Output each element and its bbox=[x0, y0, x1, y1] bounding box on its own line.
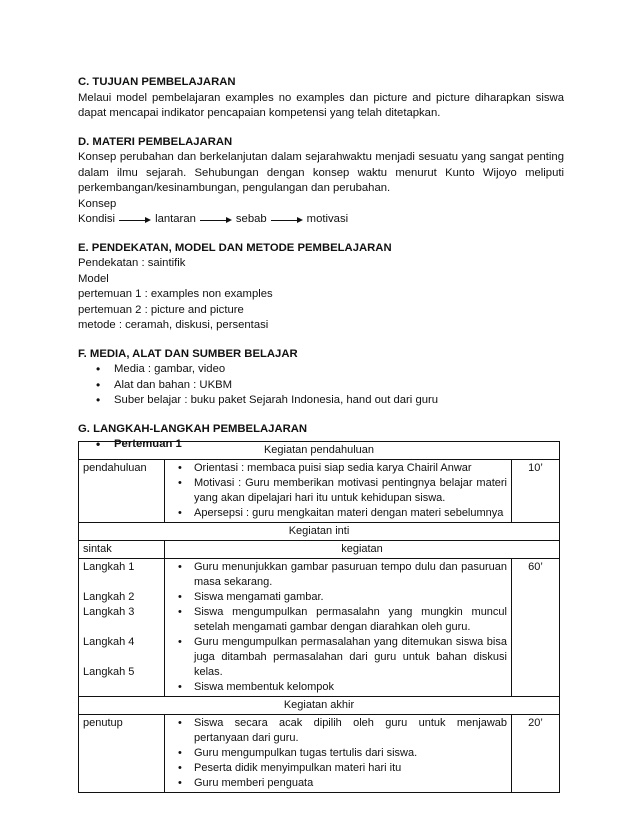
steps-column bbox=[79, 559, 165, 697]
inti-activities bbox=[165, 559, 512, 697]
list-item: • Guru memberi penguata bbox=[194, 776, 507, 791]
section-f bbox=[78, 347, 564, 409]
list-item: • Guru menunjukkan gambar pasuruan tempo dulu dan pasuruan masa sekarang. bbox=[194, 560, 507, 590]
meeting-item: • Pertemuan 1 bbox=[114, 437, 564, 453]
inti-time: 60’ bbox=[512, 559, 560, 697]
table-row bbox=[79, 460, 560, 523]
list-item: • Peserta didik menyimpulkan materi hari itu bbox=[194, 761, 507, 776]
pendahuluan-header: Kegiatan pendahuluan bbox=[79, 442, 560, 460]
pendahuluan-time: 10’ bbox=[512, 460, 560, 523]
flow-item-motivasi: motivasi bbox=[306, 213, 349, 225]
list-item: • Siswa secara acak dipilih oleh guru untuk menjawab pertanyaan dari guru. bbox=[194, 716, 507, 746]
step-label: Langkah 2 bbox=[83, 591, 135, 603]
akhir-activities bbox=[165, 715, 512, 793]
section-d-body: Konsep perubahan dan berkelanjutan dalam sejarahwaktu menjadi sesuatu yang sangat penting dalam ilmu sejarah. Sehubungan dengan konsep waktu menurut Kunto Wijoyo meliputi perkembangan/kesinambungan, pengulangan dan perubahan. bbox=[78, 151, 564, 194]
list-item: • Siswa mengamati gambar. bbox=[194, 590, 507, 605]
section-e-title: E. PENDEKATAN, MODEL DAN METODE PEMBELAJARAN bbox=[78, 241, 392, 254]
section-d-title: D. MATERI PEMBELAJARAN bbox=[78, 135, 233, 148]
media-list bbox=[78, 362, 564, 409]
section-e-line: metode : ceramah, diskusi, persentasi bbox=[78, 319, 269, 331]
kegiatan-header: kegiatan bbox=[165, 541, 560, 559]
akhir-header: Kegiatan akhir bbox=[79, 697, 560, 715]
list-item: • Siswa mengumpulkan permasalahn yang mungkin muncul setelah mengamati gambar dengan diarahkan oleh guru. bbox=[194, 605, 507, 635]
list-item: • Orientasi : membaca puisi siap sedia karya Chairil Anwar bbox=[194, 461, 507, 476]
section-e-line: pertemuan 1 : examples non examples bbox=[78, 288, 273, 300]
table-row bbox=[79, 442, 560, 460]
arrow-right-icon bbox=[271, 216, 303, 224]
step-label: Langkah 5 bbox=[83, 666, 135, 678]
learning-steps-table bbox=[78, 441, 560, 793]
list-item: • Siswa membentuk kelompok bbox=[194, 680, 507, 695]
pendahuluan-activities bbox=[165, 460, 512, 523]
inti-header: Kegiatan inti bbox=[79, 523, 560, 541]
list-item: • Alat dan bahan : UKBM bbox=[114, 378, 564, 394]
table-row bbox=[79, 697, 560, 715]
section-e bbox=[78, 241, 564, 334]
flow-item-sebab: sebab bbox=[235, 213, 267, 225]
list-item: • Guru mengumpulkan permasalahan yang ditemukan siswa bisa juga ditambah permasalahan dari guru untuk bahan diskusi kelas. bbox=[194, 635, 507, 680]
section-e-line: Model bbox=[78, 272, 109, 285]
flow-item-lantaran: lantaran bbox=[155, 213, 196, 225]
flow-item-kondisi: Kondisi bbox=[78, 213, 116, 225]
konsep-label: Konsep bbox=[78, 197, 117, 210]
sintak-header: sintak bbox=[79, 541, 165, 559]
table-row bbox=[79, 523, 560, 541]
section-g-title: G. LANGKAH-LANGKAH PEMBELAJARAN bbox=[78, 422, 308, 435]
section-d bbox=[78, 135, 564, 228]
section-e-line: Pendekatan : saintifik bbox=[78, 257, 186, 269]
arrow-right-icon bbox=[119, 216, 151, 224]
document-page bbox=[78, 75, 564, 453]
table-row bbox=[79, 541, 560, 559]
section-c-body: Melaui model pembelajaran examples no examples dan picture and picture diharapkan siswa dapat mencapai indikator pencapaian kompetensi yang telah ditetapkan. bbox=[78, 91, 564, 119]
concept-flow bbox=[78, 212, 564, 228]
section-f-title: F. MEDIA, ALAT DAN SUMBER BELAJAR bbox=[78, 347, 298, 360]
pendahuluan-label: pendahuluan bbox=[79, 460, 165, 523]
section-e-line: pertemuan 2 : picture and picture bbox=[78, 303, 244, 316]
step-label: Langkah 1 bbox=[83, 561, 135, 573]
section-c-title: C. TUJUAN PEMBELAJARAN bbox=[78, 76, 236, 88]
list-item: • Media : gambar, video bbox=[114, 362, 564, 378]
list-item: • Suber belajar : buku paket Sejarah Indonesia, hand out dari guru bbox=[114, 393, 564, 409]
step-label: Langkah 3 bbox=[83, 606, 135, 618]
table-row bbox=[79, 715, 560, 793]
table-row bbox=[79, 559, 560, 697]
list-item: • Apersepsi : guru mengkaitan materi dengan materi sebelumnya bbox=[194, 506, 507, 521]
list-item: • Motivasi : Guru memberikan motivasi pentingnya belajar materi yang akan dipelajari hari itu untuk kehidupan siswa. bbox=[194, 476, 507, 506]
step-label: Langkah 4 bbox=[83, 636, 135, 648]
list-item: • Guru mengumpulkan tugas tertulis dari siswa. bbox=[194, 746, 507, 761]
penutup-label: penutup bbox=[79, 715, 165, 793]
arrow-right-icon bbox=[200, 216, 232, 224]
akhir-time: 20’ bbox=[512, 715, 560, 793]
section-c bbox=[78, 75, 564, 122]
